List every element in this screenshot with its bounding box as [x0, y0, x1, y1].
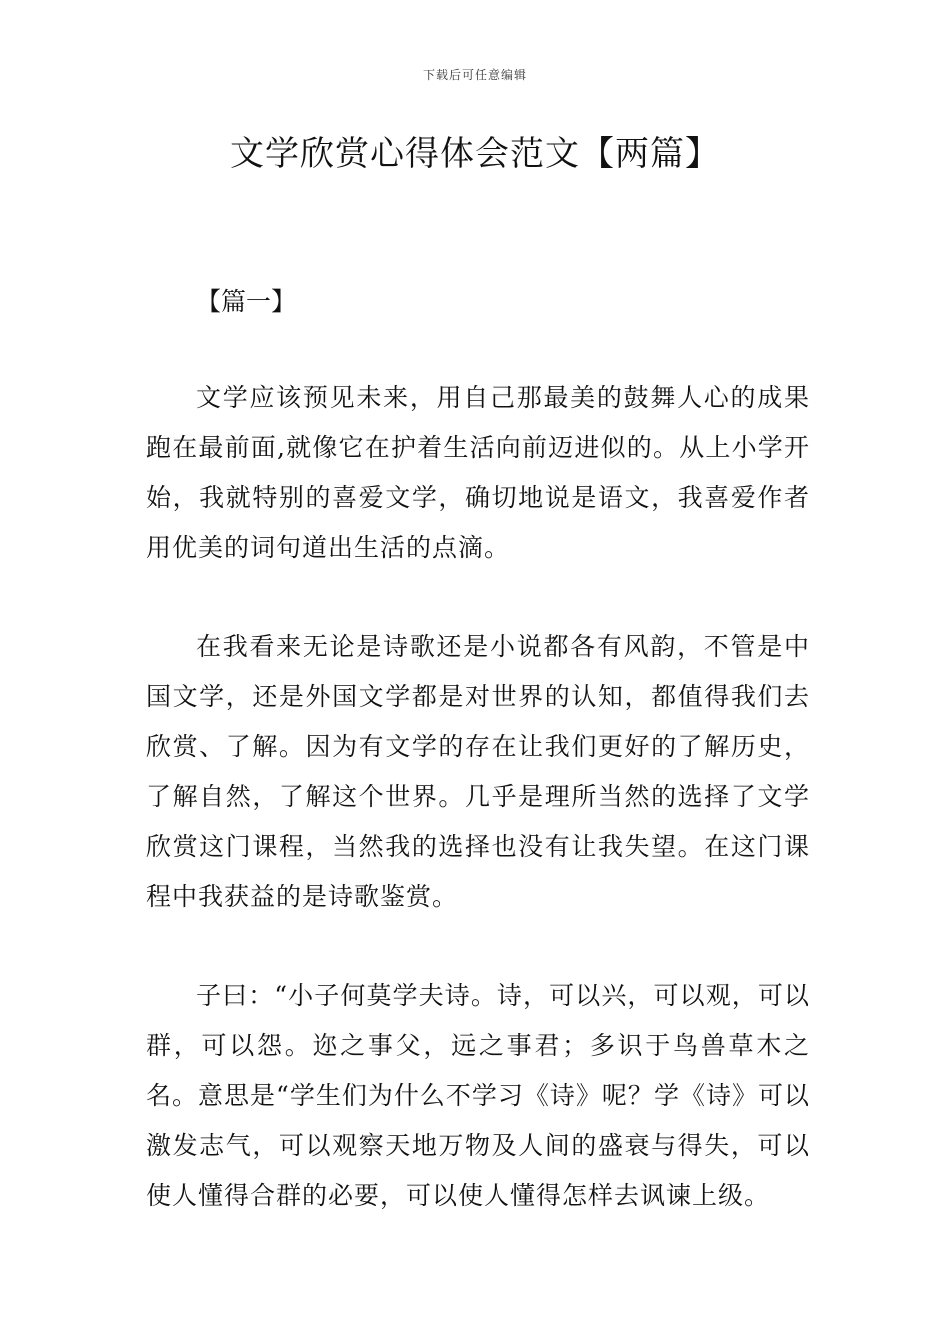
paragraph-2: 在我看来无论是诗歌还是小说都各有风韵，不管是中国文学，还是外国文学都是对世界的认知，都值得我们去欣赏、了解。因为有文学的存在让我们更好的了解历史，了解自然，了解这个世界。几乎是理所当然的选择了文学欣赏这门课程，当然我的选择也没有让我失望。在这门课程中我获益的是诗歌鉴赏。	[146, 632, 810, 911]
paragraph-3: 子曰：“小子何莫学夫诗。诗，可以兴，可以观，可以群，可以怨。迩之事父，远之事君；多识于鸟兽草木之名。意思是“学生们为什么不学习《诗》呢？学《诗》可以激发志气，可以观察天地万物及人间的盛衰与得失，可以使人懂得合群的必要，可以使人懂得怎样去讽谏上级。	[146, 981, 810, 1210]
paragraph-1: 文学应该预见未来，用自己那最美的鼓舞人心的成果跑在最前面,就像它在护着生活向前迈进似的。从上小学开始，我就特别的喜爱文学，确切地说是语文，我喜爱作者用优美的词句道出生活的点滴。	[146, 383, 810, 562]
section-label: 【篇一】	[196, 287, 297, 316]
document-title: 文学欣赏心得体会范文【两篇】	[230, 134, 720, 174]
page-header-note: 下载后可任意编辑	[422, 68, 527, 82]
